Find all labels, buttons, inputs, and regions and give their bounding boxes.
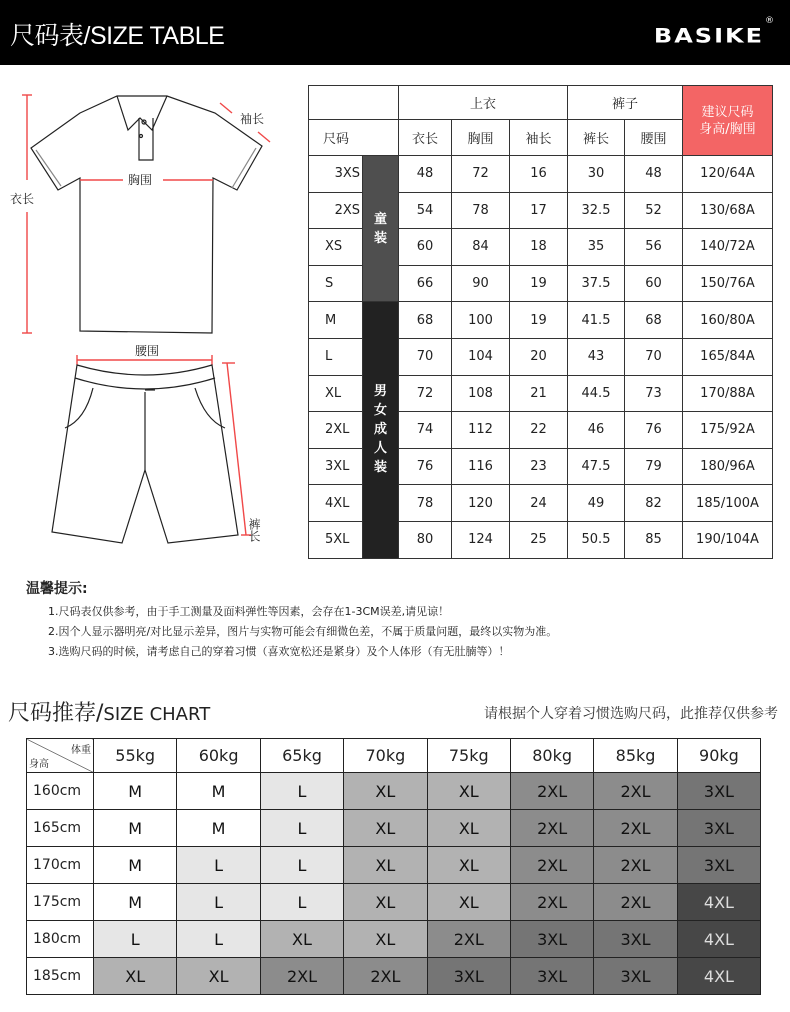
size-cell: 165/84A [683, 338, 773, 375]
label-sleeve: 袖长 [240, 112, 265, 126]
chart-cell: L [177, 884, 260, 921]
size-cell: 130/68A [683, 192, 773, 229]
chart-cell: 3XL [677, 810, 760, 847]
chart-row [27, 884, 761, 921]
chart-cell: M [177, 810, 260, 847]
notes [26, 578, 557, 662]
chart-cell: 2XL [260, 958, 343, 995]
size-cell: 49 [568, 485, 625, 522]
chart-row [27, 958, 761, 995]
size-cell: 80 [399, 521, 452, 558]
chart-cell: 2XL [510, 847, 593, 884]
weight-header: 90kg [677, 739, 760, 773]
size-table [308, 85, 773, 559]
chart-cell: 3XL [510, 958, 593, 995]
size-label: XS [309, 229, 363, 266]
chart-cell: XL [427, 884, 510, 921]
measure-lines [22, 95, 270, 535]
col-sleeve: 袖长 [510, 120, 568, 156]
chart-cell: 2XL [427, 921, 510, 958]
chart-cell: XL [260, 921, 343, 958]
weight-header: 70kg [344, 739, 427, 773]
chart-row [27, 847, 761, 884]
blank-header [309, 86, 399, 120]
size-cell: 19 [510, 265, 568, 302]
size-cell: 190/104A [683, 521, 773, 558]
chart-cell: L [260, 810, 343, 847]
height-header: 180cm [27, 921, 94, 958]
size-cell: 50.5 [568, 521, 625, 558]
size-label: XL [309, 375, 363, 412]
size-label: S [309, 265, 363, 302]
size-cell: 180/96A [683, 448, 773, 485]
chart-cell: L [260, 773, 343, 810]
chart-cell: 3XL [677, 847, 760, 884]
chart-cell: M [94, 810, 177, 847]
height-header: 160cm [27, 773, 94, 810]
category-text: 男女成人装 [373, 384, 387, 476]
brand-logo: BASIKE [653, 24, 764, 48]
weight-header: 60kg [177, 739, 260, 773]
chart-cell: 3XL [594, 921, 677, 958]
size-cell: 150/76A [683, 265, 773, 302]
corner-weight: 体重 [71, 745, 91, 756]
chart-cell: 2XL [594, 884, 677, 921]
size-row [309, 302, 773, 339]
size-cell: 112 [452, 412, 510, 449]
size-cell: 18 [510, 229, 568, 266]
size-cell: 23 [510, 448, 568, 485]
chart-cell: 3XL [510, 921, 593, 958]
size-label: M [309, 302, 363, 339]
size-chart-title [8, 696, 210, 727]
header-bar [0, 0, 790, 65]
weight-header: 65kg [260, 739, 343, 773]
height-header: 170cm [27, 847, 94, 884]
label-chest: 胸围 [128, 173, 153, 187]
chart-cell: M [94, 773, 177, 810]
size-cell: 124 [452, 521, 510, 558]
chart-cell: 2XL [510, 773, 593, 810]
note-item: 3.选购尺码的时候，请考虑自己的穿着习惯（喜欢宽松还是紧身）及个人体形（有无肚腩等）！ [48, 645, 510, 658]
size-cell: 78 [452, 192, 510, 229]
chart-cell: 4XL [677, 921, 760, 958]
size-cell: 108 [452, 375, 510, 412]
chart-cell: L [94, 921, 177, 958]
size-chart-title-cn: 尺码推荐/ [8, 701, 104, 726]
size-cell: 79 [625, 448, 683, 485]
chart-cell: 2XL [510, 810, 593, 847]
size-label: 2XS [309, 192, 363, 229]
chart-row [27, 810, 761, 847]
size-cell: 72 [399, 375, 452, 412]
chart-cell: 2XL [344, 958, 427, 995]
size-cell: 76 [625, 412, 683, 449]
category-label [363, 156, 399, 302]
size-cell: 82 [625, 485, 683, 522]
size-cell: 72 [452, 156, 510, 193]
garment-diagram [0, 80, 300, 560]
size-cell: 22 [510, 412, 568, 449]
size-chart-title-en: SIZE CHART [103, 704, 211, 725]
size-cell: 41.5 [568, 302, 625, 339]
col-chest: 胸围 [452, 120, 510, 156]
chart-cell: 3XL [594, 958, 677, 995]
height-header: 185cm [27, 958, 94, 995]
size-cell: 30 [568, 156, 625, 193]
size-cell: 24 [510, 485, 568, 522]
chart-cell: XL [94, 958, 177, 995]
category-text: 童装 [373, 211, 387, 246]
size-cell: 70 [399, 338, 452, 375]
chart-cell: 2XL [510, 884, 593, 921]
col-waist: 腰围 [625, 120, 683, 156]
chart-cell: 3XL [677, 773, 760, 810]
header-top: 上衣 [399, 86, 568, 120]
size-cell: 47.5 [568, 448, 625, 485]
chart-row [27, 773, 761, 810]
size-chart-subtitle: 请根据个人穿着习惯选购尺码，此推荐仅供参考 [484, 706, 778, 722]
chart-cell: M [94, 847, 177, 884]
col-size: 尺码 [309, 120, 399, 156]
size-cell: 120 [452, 485, 510, 522]
chart-cell: XL [427, 810, 510, 847]
size-label: 3XL [309, 448, 363, 485]
page-title: 尺码表/SIZE TABLE [10, 22, 225, 50]
recommend-line2: 身高/胸围 [699, 121, 756, 137]
chart-cell: 3XL [427, 958, 510, 995]
corner-height: 身高 [29, 759, 49, 770]
weight-header: 85kg [594, 739, 677, 773]
chart-cell: L [260, 884, 343, 921]
category-label [363, 302, 399, 558]
size-cell: 66 [399, 265, 452, 302]
size-label: 2XL [309, 412, 363, 449]
chart-cell: 4XL [677, 884, 760, 921]
chart-cell: XL [344, 847, 427, 884]
size-label: 5XL [309, 521, 363, 558]
size-cell: 85 [625, 521, 683, 558]
shorts-outline [52, 365, 238, 543]
size-cell: 20 [510, 338, 568, 375]
size-cell: 160/80A [683, 302, 773, 339]
weight-header: 80kg [510, 739, 593, 773]
size-cell: 68 [625, 302, 683, 339]
chart-cell: 2XL [594, 847, 677, 884]
size-cell: 116 [452, 448, 510, 485]
height-header: 165cm [27, 810, 94, 847]
chart-cell: L [177, 921, 260, 958]
size-label: 4XL [309, 485, 363, 522]
label-pants-length: 裤长 [247, 518, 261, 542]
chart-cell: XL [344, 921, 427, 958]
chart-row [27, 921, 761, 958]
size-cell: 100 [452, 302, 510, 339]
size-cell: 17 [510, 192, 568, 229]
note-item: 1.尺码表仅供参考，由于手工测量及面料弹性等因素，会存在1-3CM误差,请见谅！ [48, 605, 450, 618]
header-pants: 裤子 [568, 86, 683, 120]
chart-cell: XL [344, 810, 427, 847]
size-cell: 70 [625, 338, 683, 375]
weight-header: 75kg [427, 739, 510, 773]
chart-cell: XL [344, 773, 427, 810]
note-item: 2.因个人显示器明亮/对比显示差异，图片与实物可能会有细微色差，不属于质量问题，最终以实物为准。 [48, 625, 558, 638]
size-cell: 68 [399, 302, 452, 339]
recommend-line1: 建议尺码 [701, 104, 754, 120]
size-cell: 19 [510, 302, 568, 339]
height-header: 175cm [27, 884, 94, 921]
chart-cell: 2XL [594, 810, 677, 847]
notes-title: 温馨提示: [26, 581, 88, 597]
chart-cell: M [177, 773, 260, 810]
size-cell: 52 [625, 192, 683, 229]
size-cell: 48 [399, 156, 452, 193]
size-cell: 43 [568, 338, 625, 375]
col-pants-length: 裤长 [568, 120, 625, 156]
size-cell: 84 [452, 229, 510, 266]
size-label: L [309, 338, 363, 375]
size-cell: 170/88A [683, 375, 773, 412]
chart-cell: XL [427, 773, 510, 810]
size-cell: 175/92A [683, 412, 773, 449]
chart-cell: M [94, 884, 177, 921]
size-cell: 21 [510, 375, 568, 412]
size-cell: 46 [568, 412, 625, 449]
size-cell: 35 [568, 229, 625, 266]
registered-mark: ® [765, 16, 774, 26]
header-recommend [683, 86, 773, 156]
col-shirt-length: 衣长 [399, 120, 452, 156]
label-waist: 腰围 [135, 344, 160, 358]
size-cell: 120/64A [683, 156, 773, 193]
size-cell: 74 [399, 412, 452, 449]
chart-cell: L [177, 847, 260, 884]
size-cell: 76 [399, 448, 452, 485]
weight-header: 55kg [94, 739, 177, 773]
size-cell: 60 [625, 265, 683, 302]
size-cell: 60 [399, 229, 452, 266]
size-cell: 140/72A [683, 229, 773, 266]
size-cell: 16 [510, 156, 568, 193]
chart-cell: 2XL [594, 773, 677, 810]
size-cell: 44.5 [568, 375, 625, 412]
size-label: 3XS [309, 156, 363, 193]
size-cell: 37.5 [568, 265, 625, 302]
size-cell: 104 [452, 338, 510, 375]
chart-cell: 4XL [677, 958, 760, 995]
size-recommend-chart [26, 738, 761, 995]
shirt-outline [31, 96, 265, 333]
chart-cell: XL [427, 847, 510, 884]
size-cell: 54 [399, 192, 452, 229]
size-cell: 73 [625, 375, 683, 412]
chart-cell: XL [177, 958, 260, 995]
chart-cell: L [260, 847, 343, 884]
size-cell: 25 [510, 521, 568, 558]
size-row [309, 156, 773, 193]
size-cell: 78 [399, 485, 452, 522]
size-cell: 32.5 [568, 192, 625, 229]
chart-cell: XL [344, 884, 427, 921]
size-cell: 90 [452, 265, 510, 302]
corner-cell [27, 739, 94, 773]
label-shirt-length: 衣长 [10, 192, 35, 206]
size-cell: 56 [625, 229, 683, 266]
size-cell: 185/100A [683, 485, 773, 522]
size-cell: 48 [625, 156, 683, 193]
